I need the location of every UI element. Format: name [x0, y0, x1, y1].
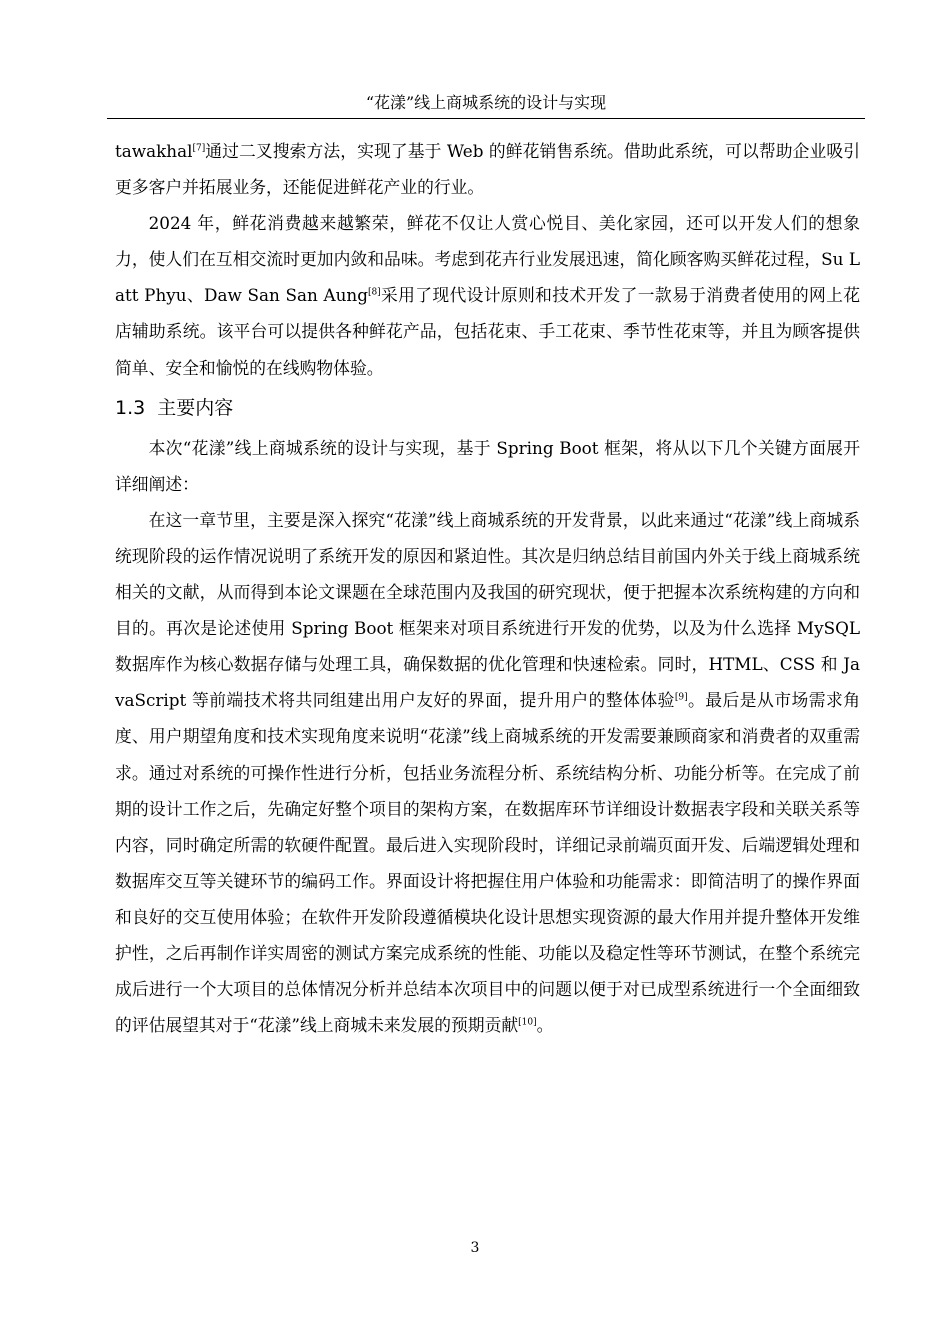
running-header	[107, 88, 865, 119]
page-body	[115, 133, 860, 1043]
paragraph-4-text-a: 在这一章节里，主要是深入探究“花漾”线上商城系统的开发背景，以此来通过“花漾”线上商城系统现阶段的运作情况说明了系统开发的原因和紧迫性。其次是归纳总结目前国内外关于线上商城系统相关的文献，从而得到本论文课题在全球范围内及我国的研究现状，便于把握本次系统构建的方向和目的。再次是论述使用 Spring Boot 框架来对项目系统进行开发的优势，以及为什么选择 MySQL 数据库作为核心数据存储与处理工具，确保数据的优化管理和快速检索。同时，HTML、CSS 和 JavaScript 等前端技术将共同组建出用户友好的界面，提升用户的整体体验	[115, 509, 860, 711]
paragraph-1	[115, 133, 860, 205]
header-title: “花漾”线上商城系统的设计与实现	[365, 93, 607, 112]
section-number: 1.3	[115, 396, 146, 419]
paragraph-2-text-b: 采用了现代设计原则和技术开发了一款易于消费者使用的网上花店辅助系统。该平台可以提供各种鲜花产品，包括花束、手工花束、季节性花束等，并且为顾客提供简单、安全和愉悦的在线购物体验。	[115, 285, 860, 378]
paragraph-3: 本次“花漾”线上商城系统的设计与实现，基于 Spring Boot 框架，将从以下几个关键方面展开详细阐述：	[115, 437, 860, 494]
section-title: 主要内容	[157, 396, 234, 419]
paragraph-1-text-b: 通过二叉搜索方法，实现了基于 Web 的鲜花销售系统。借助此系统，可以帮助企业吸引更多客户并拓展业务，还能促进鲜花产业的行业。	[115, 141, 860, 198]
paragraph-1-text-a: tawakhal	[115, 141, 193, 161]
citation-10: [10]	[518, 1017, 537, 1028]
paragraph-4	[115, 502, 860, 1043]
paragraph-2-text-a: 2024 年，鲜花消费越来越繁荣，鲜花不仅让人赏心悦目、美化家园，还可以开发人们的想象力，使人们在互相交流时更加内敛和品味。考虑到花卉行业发展迅速，简化顾客购买鲜花过程，Su Latt Phyu、Daw San San Aung	[115, 213, 860, 306]
page-number: 3	[470, 1240, 480, 1256]
paragraph-2	[115, 205, 860, 385]
citation-8: [8]	[367, 287, 381, 298]
section-heading	[115, 386, 860, 430]
paragraph-4-text-b: 。最后是从市场需求角度、用户期望角度和技术实现角度来说明“花漾”线上商城系统的开发需要兼顾商家和消费者的双重需求。通过对系统的可操作性进行分析，包括业务流程分析、系统结构分析、功能分析等。在完成了前期的设计工作之后，先确定好整个项目的架构方案，在数据库环节详细设计数据表字段和关联关系等内容，同时确定所需的软硬件配置。最后进入实现阶段时，详细记录前端页面开发、后端逻辑处理和数据库交互等关键环节的编码工作。界面设计将把握住用户体验和功能需求：即简洁明了的操作界面和良好的交互使用体验；在软件开发阶段遵循模块化设计思想实现资源的最大作用并提升整体开发维护性，之后再制作详实周密的测试方案完成系统的性能、功能以及稳定性等环节测试，在整个系统完成后进行一个大项目的总体情况分析并总结本次项目中的问题以便于对已成型系统进行一个全面细致的评估展望其对于“花漾”线上商城未来发展的预期贡献	[115, 690, 860, 1036]
citation-9: [9]	[674, 692, 688, 703]
citation-7: [7]	[192, 143, 206, 154]
paragraph-4-text-c: 。	[536, 1015, 554, 1036]
